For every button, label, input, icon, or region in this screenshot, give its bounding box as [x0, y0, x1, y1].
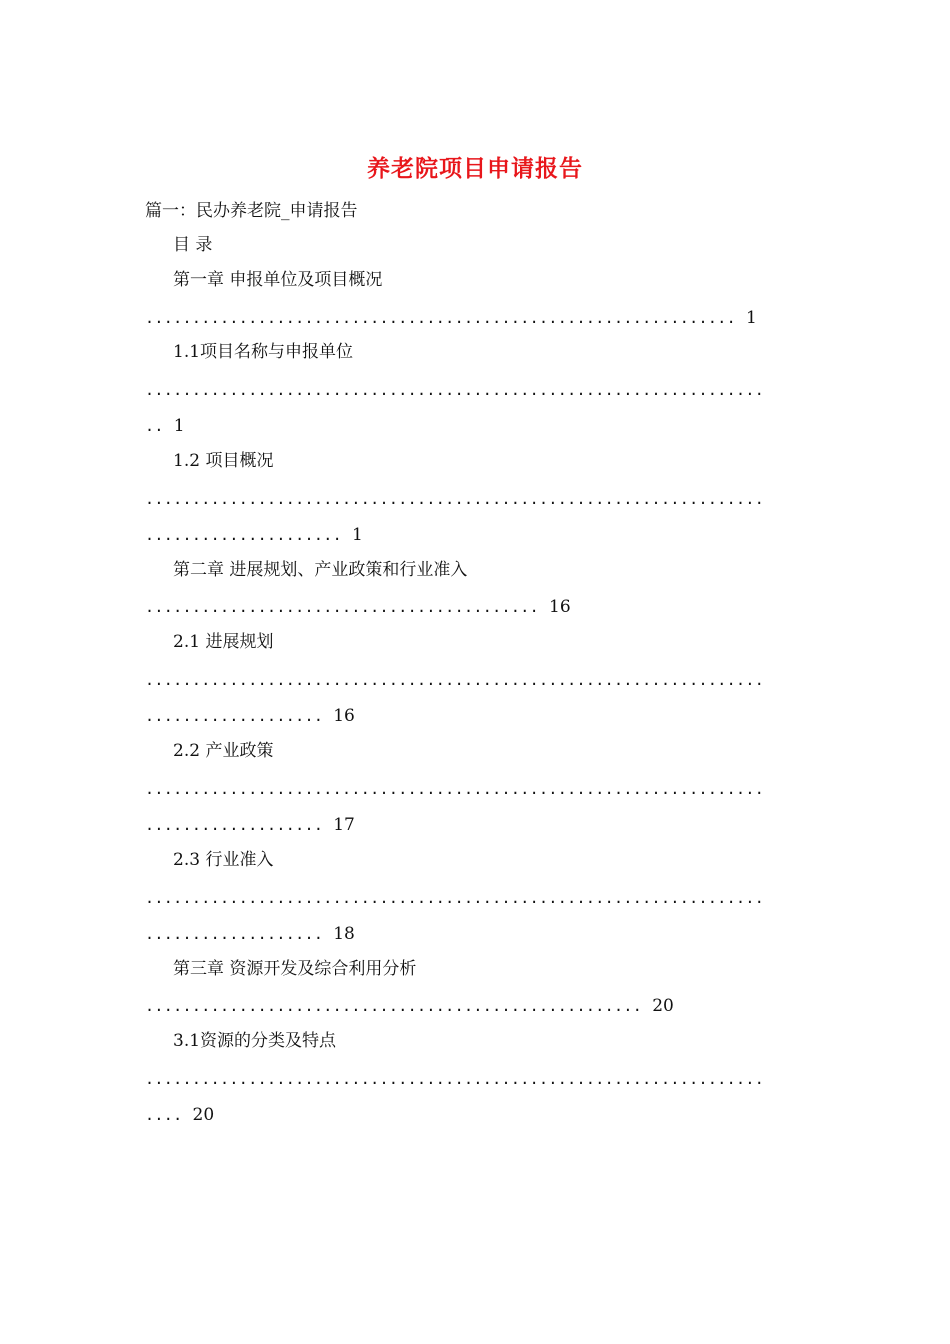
- toc-entry-page: 17: [333, 815, 355, 835]
- toc-entry-label: 第二章 进展规划、产业政策和行业准入: [173, 560, 468, 580]
- toc-entry-page: 1: [352, 525, 363, 545]
- part-heading: 篇一：民办养老院_申请报告: [145, 201, 358, 221]
- toc-leader-dots: ................... 18: [145, 924, 355, 944]
- toc-entry-page: 20: [192, 1105, 215, 1125]
- toc-entry-label: 2.3 行业准入: [173, 850, 274, 870]
- toc-leader-dots: .. 1: [145, 416, 185, 436]
- toc-leader-dots: ..................... 1: [145, 525, 363, 545]
- toc-leader-dots: .......................................... 16: [145, 597, 571, 617]
- toc-leader-dots: ..................................................................: [145, 381, 765, 399]
- toc-entry-label: 3.1资源的分类及特点: [173, 1031, 337, 1051]
- toc-heading: 目 录: [173, 235, 213, 255]
- toc-entry-label: 第三章 资源开发及综合利用分析: [173, 959, 417, 979]
- toc-entry-page: 18: [333, 924, 355, 944]
- toc-entry-page: 20: [652, 996, 674, 1016]
- toc-entry-label: 1.1项目名称与申报单位: [173, 342, 354, 362]
- toc-leader-dots: ..................................................................: [145, 490, 765, 508]
- toc-entry-label: 第一章 申报单位及项目概况: [173, 270, 383, 290]
- toc-leader-dots: ................... 16: [145, 706, 355, 726]
- toc-leader-dots: ..................................................... 20: [145, 996, 674, 1016]
- document-title: 养老院项目申请报告: [367, 155, 583, 182]
- toc-entry-label: 2.1 进展规划: [173, 632, 274, 652]
- toc-entry-page: 1: [173, 416, 185, 436]
- toc-leader-dots: ..................................................................: [145, 780, 765, 798]
- toc-leader-dots: ..................................................................: [145, 671, 765, 689]
- toc-leader-dots: ................... 17: [145, 815, 355, 835]
- toc-entry-page: 1: [746, 308, 757, 328]
- toc-leader-dots: .... 20: [145, 1105, 215, 1125]
- toc-leader-dots: ..................................................................: [145, 1070, 765, 1088]
- toc-entry-page: 16: [549, 597, 571, 617]
- toc-entry-label: 1.2 项目概况: [173, 451, 274, 471]
- toc-entry-page: 16: [333, 706, 355, 726]
- toc-leader-dots: ..................................................................: [145, 889, 765, 907]
- toc-leader-dots: ............................................................... 1: [145, 308, 757, 328]
- toc-entry-label: 2.2 产业政策: [173, 741, 274, 761]
